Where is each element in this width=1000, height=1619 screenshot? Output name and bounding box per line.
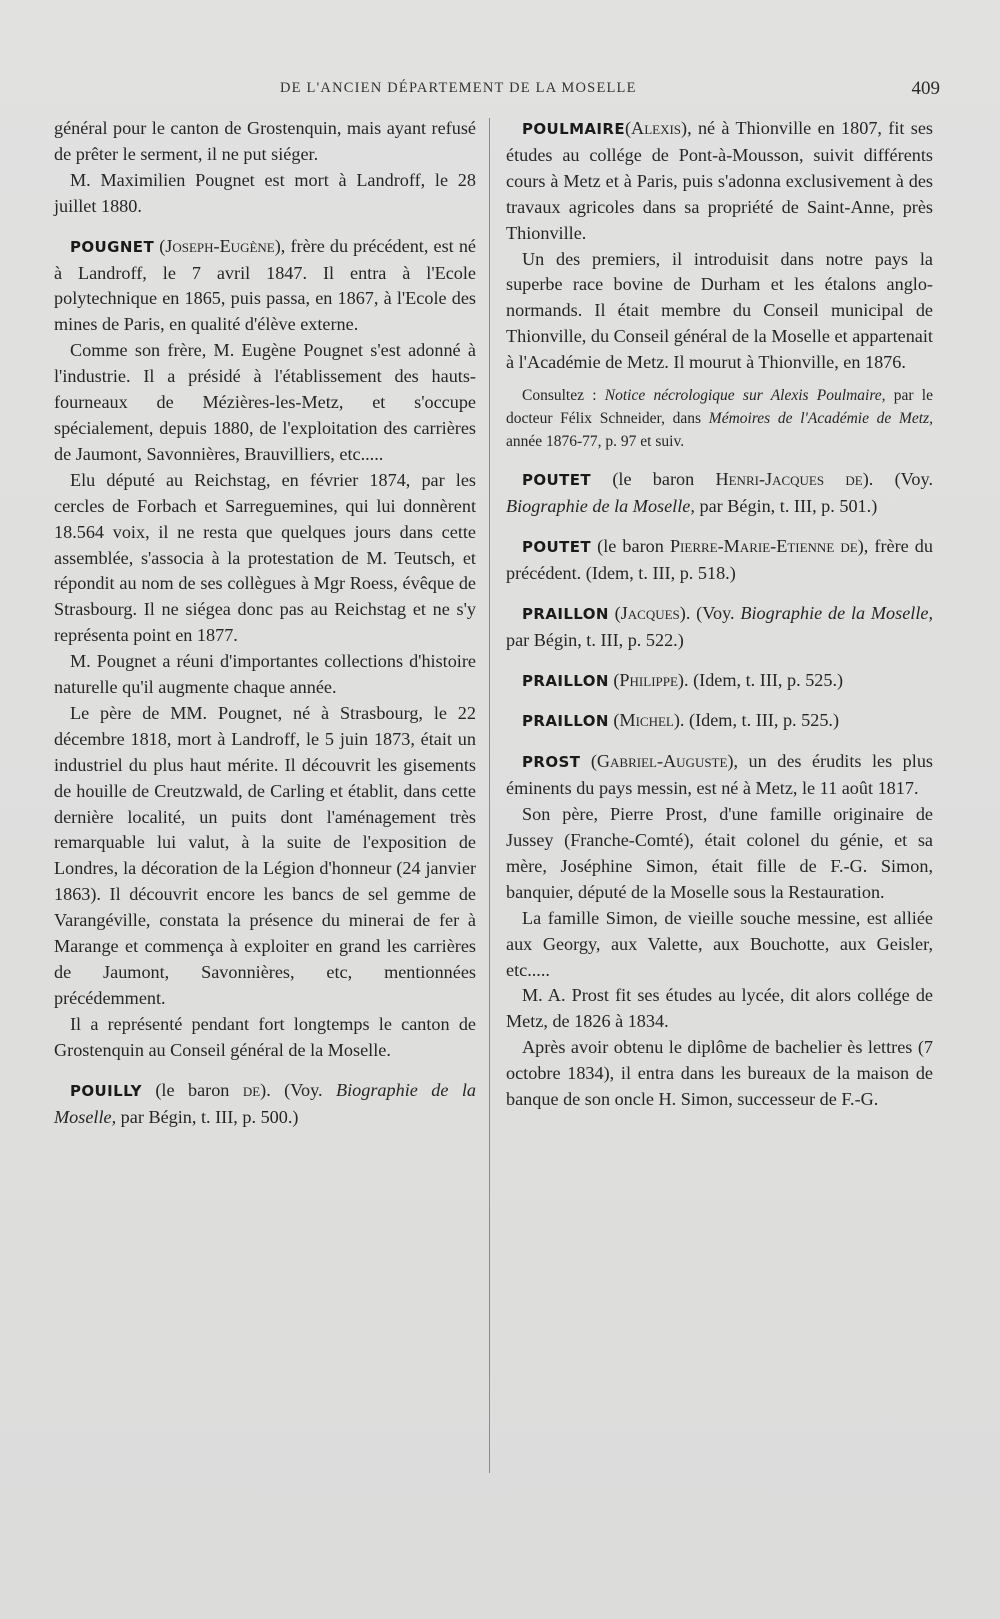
- entry-headword: PROST: [522, 753, 581, 772]
- paragraph: Il a représenté pendant fort longtemps le canton de Grostenquin au Conseil général de la Moselle.: [54, 1013, 476, 1060]
- paragraph: Son père, Pierre Prost, d'une famille originaire de Jussey (Franche-Comté), était colonel du génie, et sa mère, Joséphine Simon, était fille de F.-G. Simon, banquier, député de la Moselle sous la Restauration.: [506, 804, 933, 902]
- left-column: [54, 116, 476, 1130]
- entry-headword: POULMAIRE: [522, 120, 625, 138]
- entry-name: Henri-Jacques de: [715, 469, 863, 490]
- entry-name: (Joseph-Eugène),: [159, 235, 286, 256]
- entry-headword: POUTET: [522, 471, 592, 490]
- paragraph: M. Maximilien Pougnet est mort à Landroff, le 28 juillet 1880.: [54, 169, 476, 216]
- entry-poutet-pierre-marie-etienne: POUTET (le baron Pierre-Marie-Etienne de), frère du précédent. (Idem, t. III, p. 518.): [506, 535, 933, 583]
- entry-name: (Gabriel-Auguste),: [590, 751, 739, 772]
- paragraph: M. Pougnet a réuni d'importantes collections d'histoire naturelle qu'il augmente chaque année.: [54, 651, 476, 698]
- paragraph: Un des premiers, il introduisit dans notre pays la superbe race bovine de Durham et les étalons anglo-normands. Il était membre du Conseil municipal de Thionville, du Conseil général de la Moselle et appartenait à l'Académie de Metz. Il mourut à Thionville, en 1876.: [506, 248, 933, 373]
- entry-name: (Jacques).: [614, 602, 691, 623]
- entry-poulmaire: [506, 116, 933, 247]
- entry-headword: POUTET: [522, 537, 592, 556]
- entry-headword: PRAILLON: [522, 604, 609, 623]
- page-header: [50, 80, 940, 106]
- entry-name: (Philippe).: [613, 669, 689, 690]
- entry-headword: POUGNET: [70, 237, 155, 256]
- paragraph: Le père de MM. Pougnet, né à Strasbourg, le 22 décembre 1818, mort à Landroff, le 5 juin 1873, était un industriel du plus haut mérite. Il découvrit les gisements de houille de Creutzwald, de Carling et établit, dans cette dernière localité, un puits dont l'aménagement très remarquable lui valut, à la suite de l'exposition de Londres, la décoration de la Légion d'honneur (24 janvier 1863). Il découvrit encore les bancs de sel gemme de Varangéville, constata la présence du minerai de fer à Marange et commença à exploiter en grand les carrières de Jaumont, Savonnières, etc, mentionnées précédemment.: [54, 702, 476, 1008]
- entry-headword: PRAILLON: [522, 712, 609, 731]
- paragraph: Comme son frère, M. Eugène Pougnet s'est adonné à l'industrie. Il a présidé à l'établissement des hauts-fourneaux de Mézières-les-Metz, et s'occupe spécialement, depuis 1880, de l'exploitation des carrières de Jaumont, Savonnières, Brauvilliers, etc.....: [54, 340, 476, 464]
- paragraph: La famille Simon, de vieille souche messine, est alliée aux Georgy, aux Valette, aux Bouchotte, aux Geisler, etc.....: [506, 907, 933, 980]
- entry-text: un des érudits les plus éminents du pays messin, est né à Metz, le 11 août 1817.: [506, 751, 933, 799]
- entry-text: frère du précédent, est né à Landroff, le 7 avril 1847. Il entra à l'Ecole polytechnique en 1865, puis passa, en 1867, à l'Ecole des mines de Paris, en qualité d'élève externe.: [54, 235, 477, 335]
- entry-praillon-michel: PRAILLON (Michel). (Idem, t. III, p. 525.): [522, 710, 840, 731]
- entry-prost: [506, 749, 933, 802]
- column-divider: [489, 118, 490, 1473]
- running-title: DE L'ANCIEN DÉPARTEMENT DE LA MOSELLE: [280, 80, 637, 96]
- entry-praillon-philippe: PRAILLON (Philippe). (Idem, t. III, p. 525.): [522, 669, 844, 690]
- entry-name: (Michel).: [613, 710, 685, 731]
- paragraph: Elu député au Reichstag, en février 1874, par les cercles de Forbach et Sarreguemines, qui lui donnèrent 18.564 voix, il ne resta que quelques jours dans cette assemblée, s'associa à la protestation de M. Teutsch, et répondit au nom de ses collègues à Mgr Roess, évêque de Strasbourg. Il ne siégea donc pas au Reichstag et ne s'y représenta point en 1877.: [54, 469, 476, 646]
- entry-text: né à Thionville en 1807, fit ses études au collége de Pont-à-Mousson, suivit différents cours à Metz et à Paris, puis s'adonna exclusivement à des travaux agricoles dans sa propriété de Saint-Anne, près Thionville.: [506, 118, 933, 243]
- entry-praillon-jacques: PRAILLON (Jacques). (Voy. Biographie de la Moselle, par Bégin, t. III, p. 522.): [506, 602, 933, 650]
- paragraph: M. A. Prost fit ses études au lycée, dit alors collége de Metz, de 1826 à 1834.: [506, 985, 933, 1032]
- entry-name: (Alexis),: [625, 118, 692, 138]
- entry-headword: POUILLY: [70, 1081, 142, 1100]
- right-column: [506, 116, 933, 1113]
- paragraph: Après avoir obtenu le diplôme de bachelier ès lettres (7 octobre 1834), il entra dans les bureaux de la maison de banque de son oncle H. Simon, successeur de F.-G.: [506, 1037, 933, 1110]
- paragraph: général pour le canton de Grostenquin, mais ayant refusé de prêter le serment, il ne put siéger.: [54, 118, 476, 164]
- entry-pouilly: POUILLY (le baron de). (Voy. Biographie de la Moselle, par Bégin, t. III, p. 500.): [54, 1079, 476, 1127]
- bibliographic-note: Consultez : Notice nécrologique sur Alexis Poulmaire, par le docteur Félix Schneider, dans Mémoires de l'Académie de Metz, année 1876-77, p. 97 et suiv.: [506, 387, 934, 451]
- entry-pougnet-joseph-eugene: [54, 234, 476, 339]
- entry-name: Pierre-Marie-Etienne de: [669, 535, 858, 556]
- page-number: 409: [911, 78, 940, 99]
- entry-poutet-henri-jacques: POUTET (le baron Henri-Jacques de). (Voy. Biographie de la Moselle, par Bégin, t. III, p. 501.): [506, 469, 933, 516]
- entry-headword: PRAILLON: [522, 671, 609, 690]
